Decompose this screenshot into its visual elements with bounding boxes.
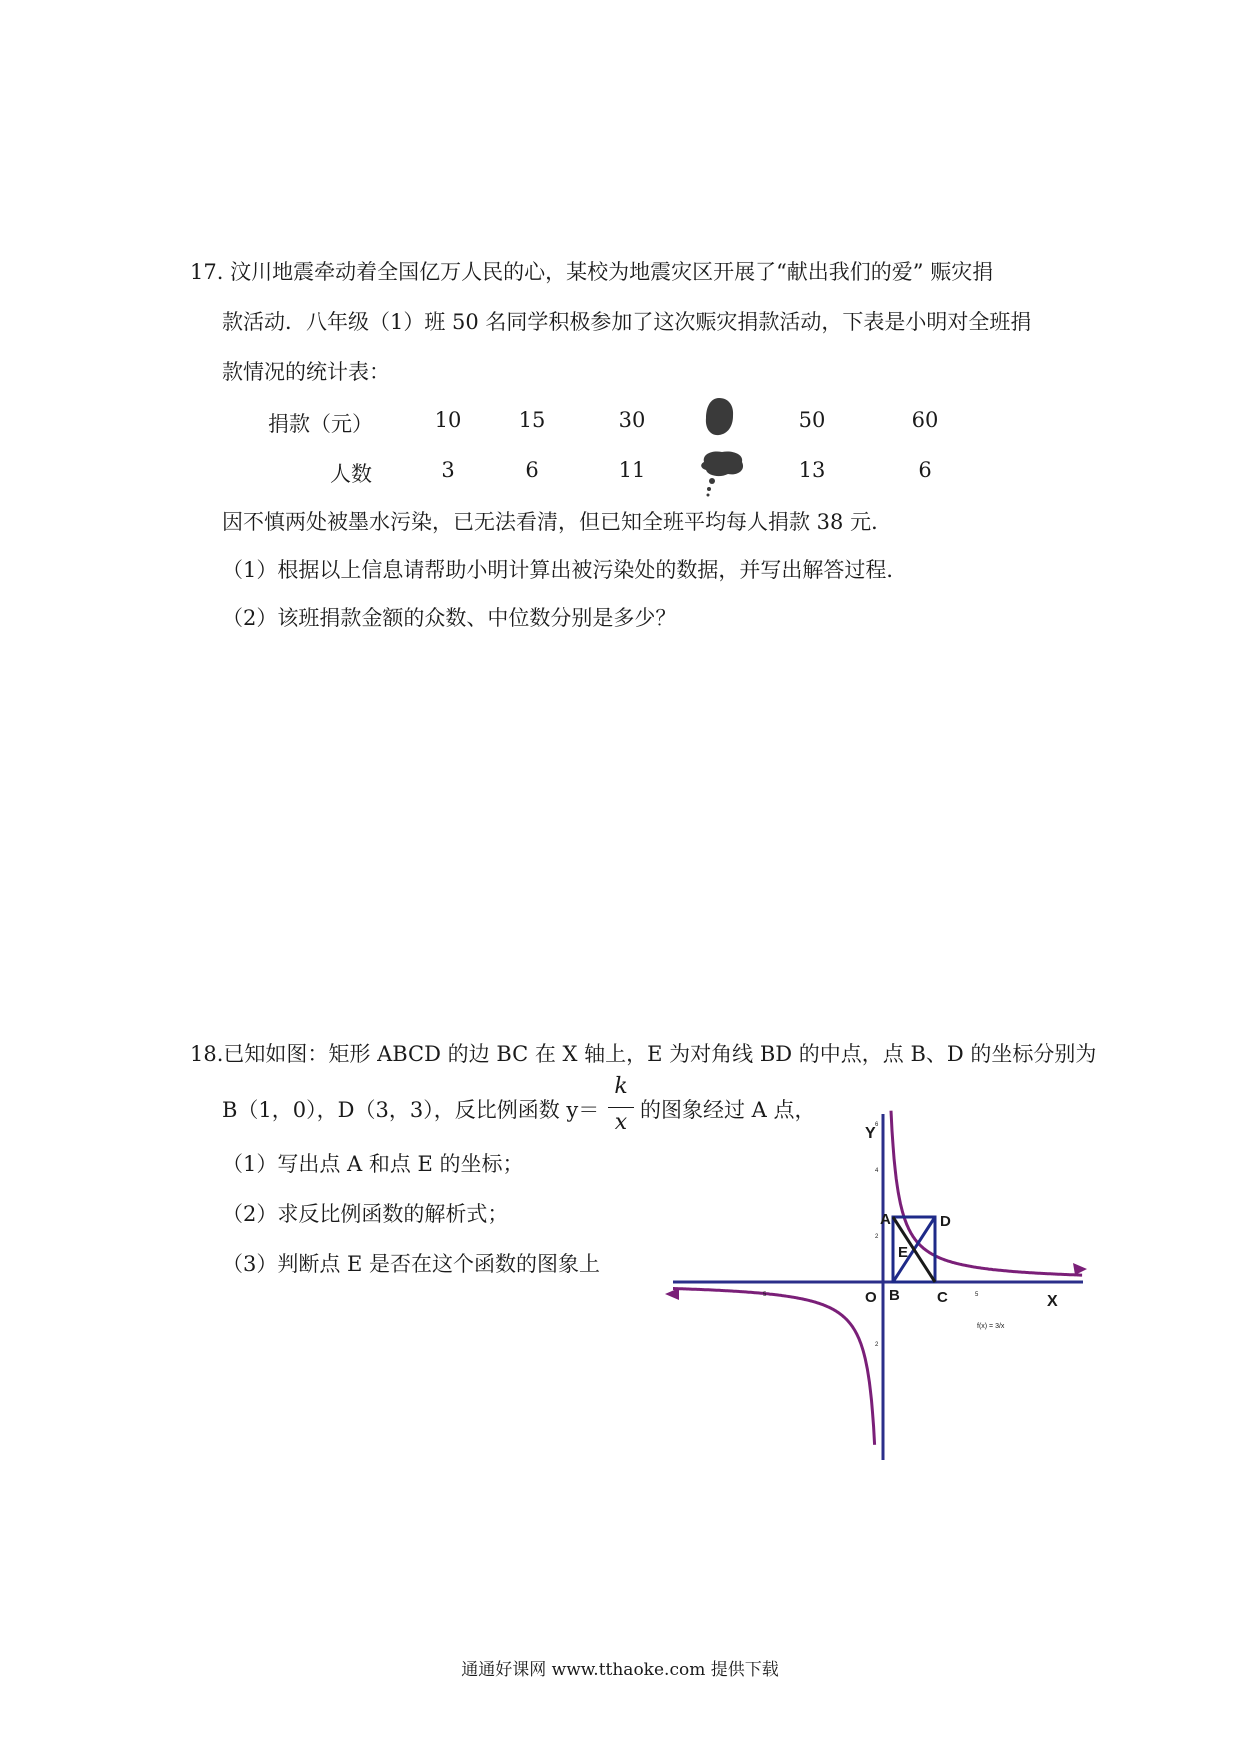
q18-line2a: B（1，0），D（3，3），反比例函数 y＝ bbox=[222, 1098, 600, 1122]
q17-line1: 17. 汶川地震牵动着全国亿万人民的心，某校为地震灾区开展了“献出我们的爱” 赈灾捐 bbox=[190, 260, 994, 284]
point-b-label: B bbox=[889, 1287, 900, 1304]
fraction-bar bbox=[608, 1107, 634, 1108]
point-e-label: E bbox=[898, 1244, 909, 1261]
tick-label: 5 bbox=[975, 1292, 979, 1298]
table-cell: 50 bbox=[798, 408, 826, 432]
table-cell: 11 bbox=[618, 458, 646, 482]
tick-label: 2 bbox=[875, 1342, 879, 1348]
q17-sub2: （2）该班捐款金额的众数、中位数分别是多少？ bbox=[222, 606, 677, 630]
q17-line2: 款活动．八年级（1）班 50 名同学积极参加了这次赈灾捐款活动，下表是小明对全班捐 bbox=[222, 310, 1032, 334]
arrow-left-icon bbox=[665, 1288, 679, 1300]
table-cell: 60 bbox=[911, 408, 939, 432]
fraction-numerator: k bbox=[614, 1074, 628, 1099]
table-row1-label: 捐款（元） bbox=[268, 412, 373, 436]
q18-sub2: （2）求反比例函数的解析式； bbox=[222, 1202, 509, 1226]
table-row2-label: 人数 bbox=[330, 462, 372, 486]
x-axis-label: X bbox=[1047, 1293, 1058, 1310]
table-cell: 30 bbox=[618, 408, 646, 432]
ink-blot-2 bbox=[698, 448, 750, 500]
tick-label: 4 bbox=[875, 1168, 879, 1174]
arrow-right-icon bbox=[1073, 1263, 1087, 1275]
table-cell: 3 bbox=[441, 458, 455, 482]
table-cell: 13 bbox=[798, 458, 826, 482]
tick-label: 5 bbox=[763, 1292, 767, 1298]
function-graph bbox=[665, 1110, 1095, 1462]
q17-line4: 因不慎两处被墨水污染，已无法看清，但已知全班平均每人捐款 38 元． bbox=[222, 510, 893, 534]
tick-label: 2 bbox=[875, 1234, 879, 1240]
q17-line3: 款情况的统计表： bbox=[222, 360, 390, 384]
table-cell: 6 bbox=[525, 458, 539, 482]
hyperbola-branch-positive bbox=[891, 1111, 1082, 1275]
ink-blot-1 bbox=[700, 396, 740, 438]
q18-sub1: （1）写出点 A 和点 E 的坐标； bbox=[222, 1152, 524, 1176]
point-c-label: C bbox=[937, 1289, 948, 1306]
tick-label: 6 bbox=[875, 1122, 879, 1128]
table-cell: 10 bbox=[434, 408, 462, 432]
table-cell: 6 bbox=[918, 458, 932, 482]
q18-line1: 18.已知如图：矩形 ABCD 的边 BC 在 X 轴上，E 为对角线 BD 的中点，点 B、D 的坐标分别为 bbox=[190, 1042, 1097, 1066]
origin-label: O bbox=[865, 1289, 877, 1306]
function-label: f(x) = 3/x bbox=[977, 1323, 1005, 1330]
footer-credit: 通通好课网 www.tthaoke.com 提供下载 bbox=[461, 1660, 779, 1680]
point-d-label: D bbox=[940, 1213, 951, 1230]
q17-sub1: （1）根据以上信息请帮助小明计算出被污染处的数据，并写出解答过程． bbox=[222, 558, 908, 582]
table-cell: 15 bbox=[518, 408, 546, 432]
q18-line2b: 的图象经过 A 点， bbox=[640, 1098, 816, 1122]
fraction-denominator: x bbox=[614, 1110, 628, 1135]
q18-sub3: （3）判断点 E 是否在这个函数的图象上 bbox=[222, 1252, 601, 1276]
hyperbola-branch-negative bbox=[673, 1289, 875, 1445]
point-a-label: A bbox=[880, 1211, 891, 1228]
y-axis-label: Y bbox=[865, 1125, 876, 1142]
